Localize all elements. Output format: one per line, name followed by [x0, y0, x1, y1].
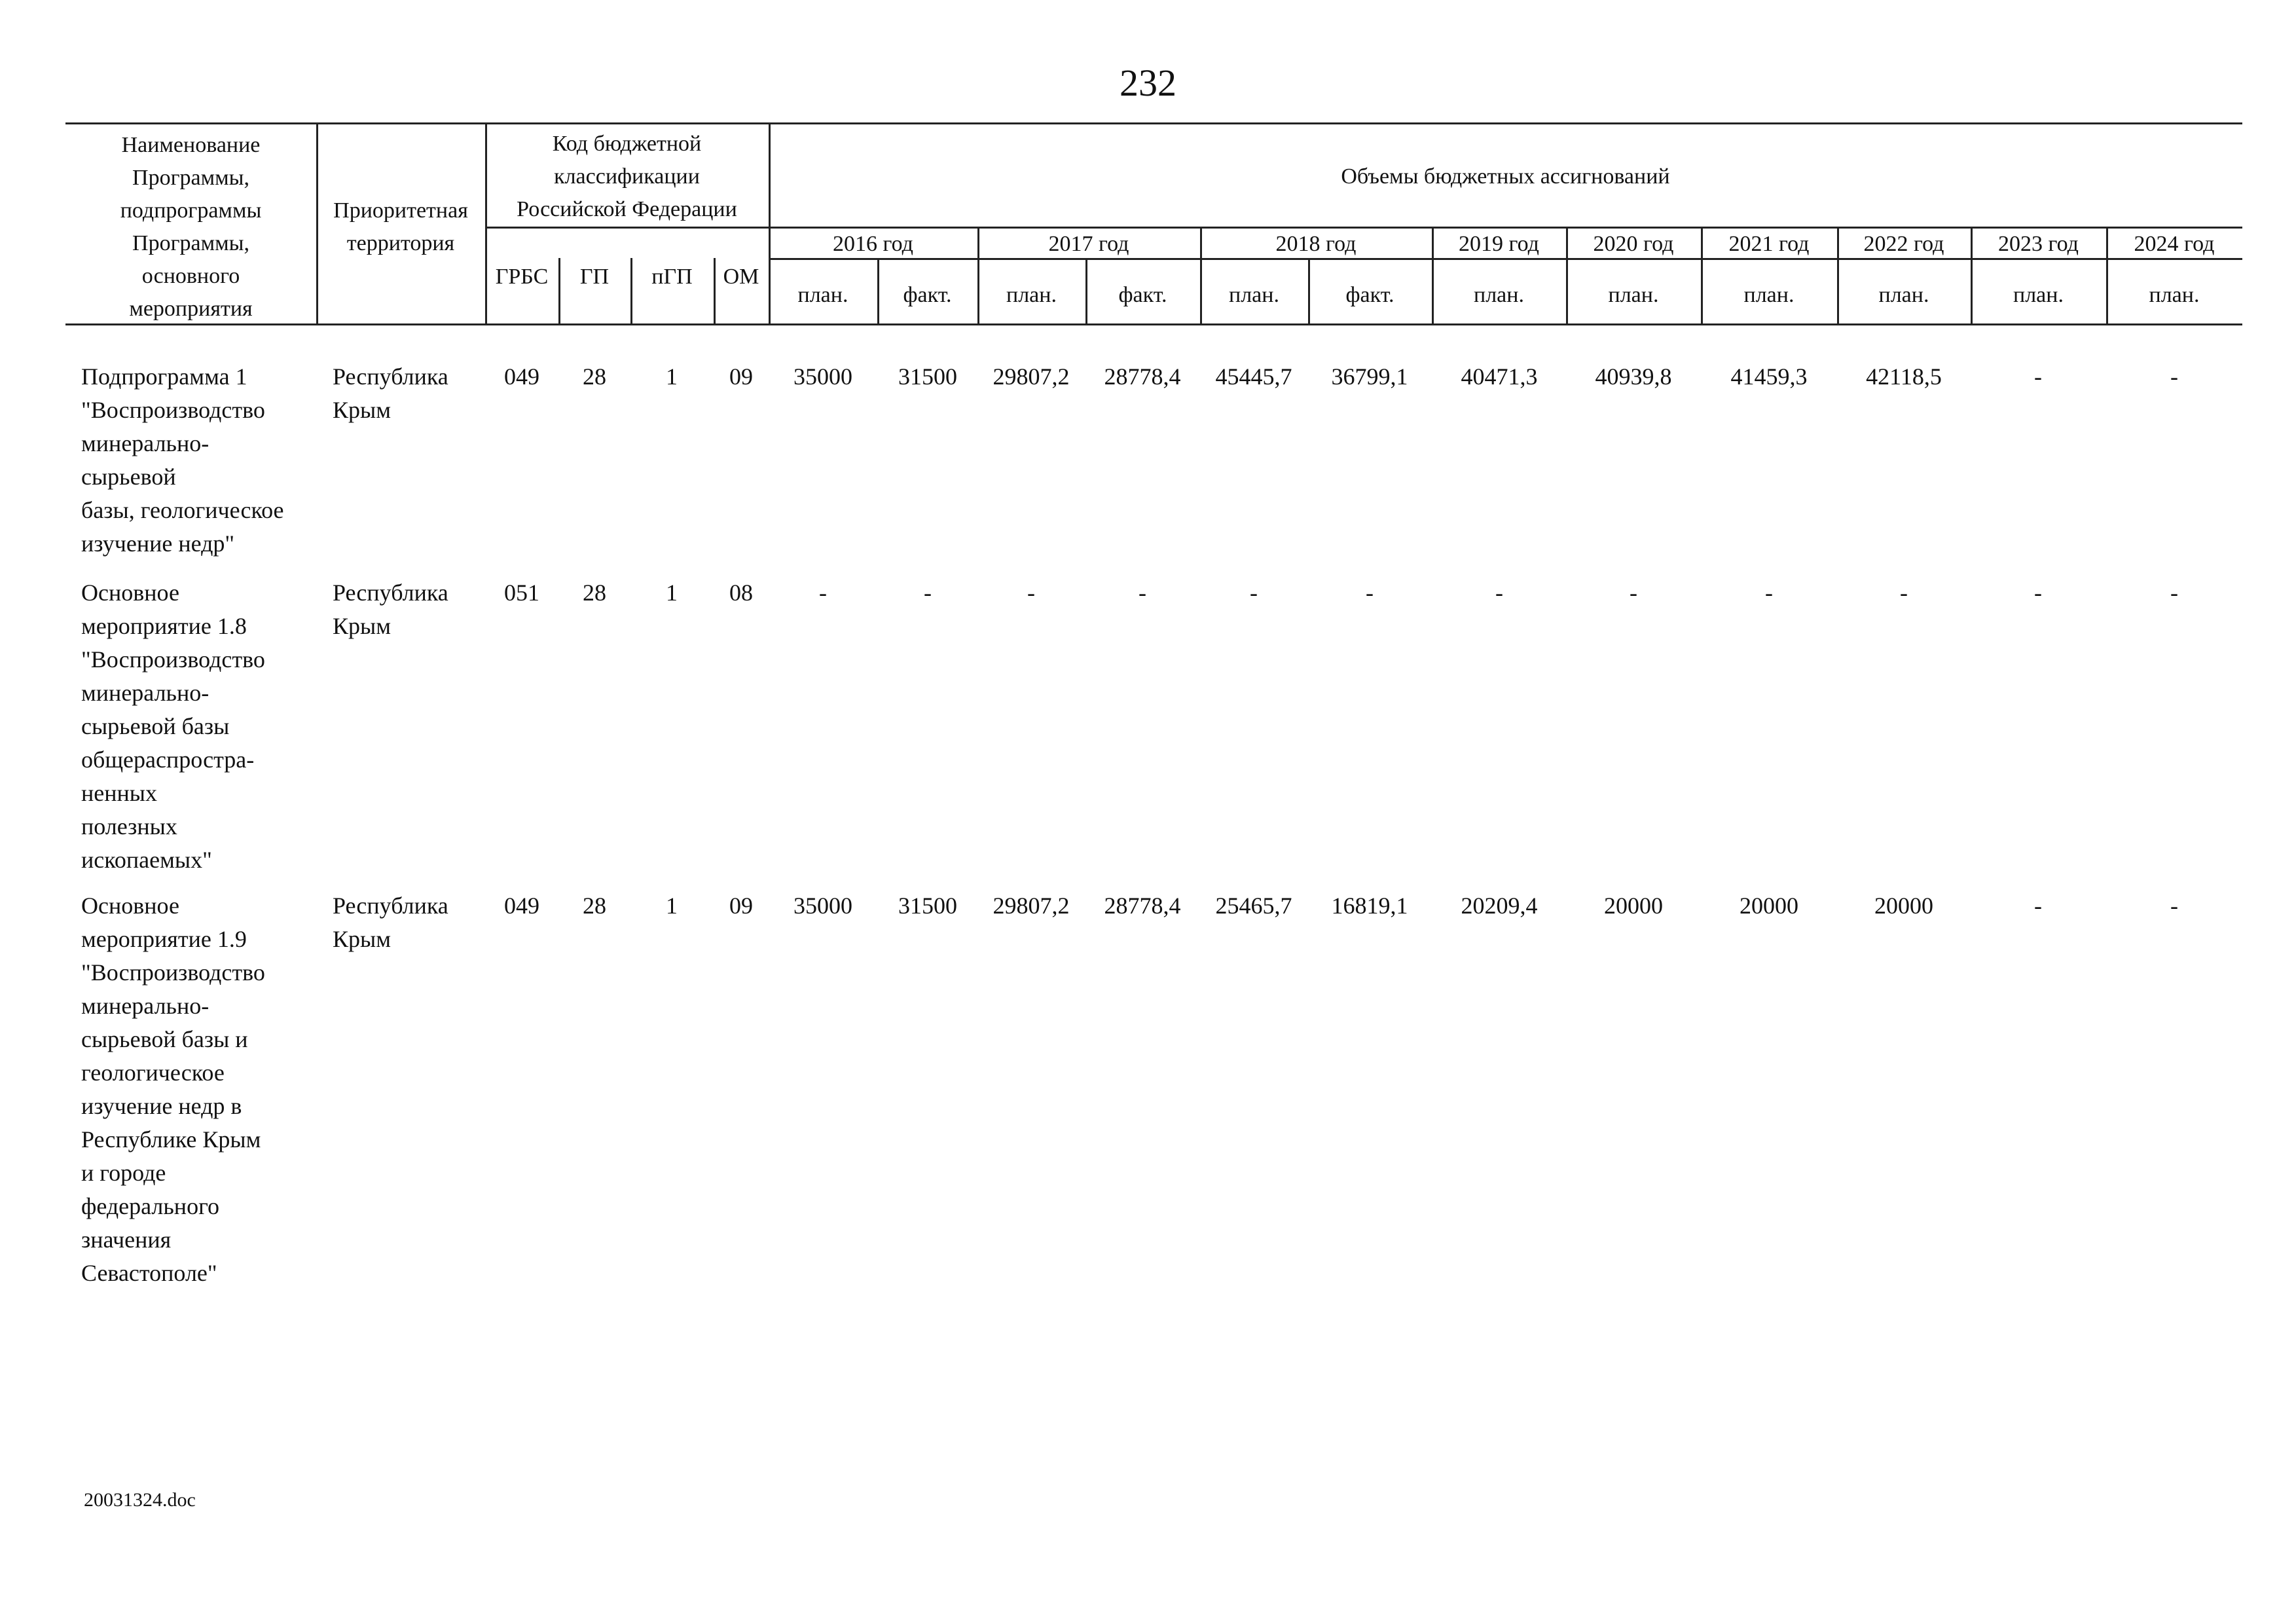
row-code: 1	[666, 580, 678, 606]
row-code: 28	[583, 580, 606, 606]
row-value: 40471,3	[1461, 363, 1538, 390]
header-plan-fact: план.	[2149, 283, 2200, 307]
header-name-column: Наименование Программы, подпрограммы Программы, основного мероприятия	[120, 133, 262, 321]
header-year: 2018 год	[1275, 232, 1357, 256]
row-value: -	[1765, 580, 1773, 606]
row-code: 28	[583, 893, 606, 919]
row-value: -	[1495, 580, 1503, 606]
row-value: -	[1139, 580, 1146, 606]
row-territory: Республика Крым	[333, 580, 448, 639]
header-plan-fact: план.	[1006, 283, 1057, 307]
row-value: 35000	[793, 893, 852, 919]
row-code: 049	[504, 363, 539, 390]
row-value: 28778,4	[1104, 363, 1181, 390]
row-value: 20209,4	[1461, 893, 1538, 919]
row-territory: Республика Крым	[333, 363, 448, 423]
table-header-bottom-rule	[65, 323, 2242, 325]
row-value: -	[924, 580, 932, 606]
row-code: 09	[729, 893, 753, 919]
row-value: -	[2170, 363, 2178, 390]
header-year: 2016 год	[833, 232, 913, 256]
header-plan-fact: план.	[1878, 283, 1929, 307]
row-code: 09	[729, 363, 753, 390]
header-budget-code: Код бюджетной классификации Российской Федерации	[517, 132, 737, 221]
header-plan-fact: план.	[1229, 283, 1279, 307]
row-value: -	[1366, 580, 1374, 606]
header-plan-fact: факт.	[1118, 283, 1167, 307]
header-plan-fact: план.	[797, 283, 848, 307]
row-value: -	[1900, 580, 1908, 606]
row-value: 31500	[898, 363, 957, 390]
row-value: -	[1250, 580, 1258, 606]
header-plan-fact: план.	[2013, 283, 2064, 307]
row-value: -	[2170, 580, 2178, 606]
row-value: -	[1027, 580, 1035, 606]
header-year: 2022 год	[1863, 232, 1944, 256]
header-year: 2021 год	[1728, 232, 1810, 256]
header-code-gp: ГП	[579, 265, 610, 289]
row-value: 42118,5	[1866, 363, 1942, 390]
header-year: 2019 год	[1459, 232, 1539, 256]
header-territory-column: Приоритетная территория	[333, 198, 468, 255]
header-year: 2023 год	[1998, 232, 2079, 256]
row-value: -	[2034, 363, 2042, 390]
row-value: -	[2034, 893, 2042, 919]
row-value: 25465,7	[1215, 893, 1292, 919]
header-plan-fact: факт.	[1345, 283, 1394, 307]
row-value: -	[1630, 580, 1637, 606]
header-code-grbs: ГРБС	[495, 265, 549, 289]
header-volumes-title: Объемы бюджетных ассигнований	[1341, 164, 1670, 189]
row-value: 28778,4	[1104, 893, 1181, 919]
footer-filename: 20031324.doc	[84, 1489, 196, 1511]
row-value: 45445,7	[1215, 363, 1292, 390]
row-value: -	[2170, 893, 2178, 919]
row-code: 051	[504, 580, 539, 606]
header-code-pgp: пГП	[651, 265, 693, 289]
row-code: 049	[504, 893, 539, 919]
header-code-om: ОМ	[723, 265, 759, 289]
table-top-rule	[65, 122, 2242, 124]
row-value: 41459,3	[1730, 363, 1808, 390]
row-value: 16819,1	[1331, 893, 1408, 919]
row-code: 1	[666, 893, 678, 919]
row-code: 28	[583, 363, 606, 390]
header-year: 2024 год	[2134, 232, 2215, 256]
row-value: -	[2034, 580, 2042, 606]
row-territory: Республика Крым	[333, 893, 448, 952]
row-code: 08	[729, 580, 753, 606]
row-name: Основное мероприятие 1.9 "Воспроизводство минерально- сырьевой базы и геологическое изучение недр в Республике Крым и городе федерального значения Севастополе"	[81, 893, 265, 1286]
header-year: 2017 год	[1048, 232, 1129, 256]
row-value: 20000	[1874, 893, 1933, 919]
header-plan-fact: факт.	[903, 283, 952, 307]
row-name: Основное мероприятие 1.8 "Воспроизводство минерально- сырьевой базы общераспростра- ненных полезных ископаемых"	[81, 580, 265, 873]
row-code: 1	[666, 363, 678, 390]
header-plan-fact: план.	[1743, 283, 1795, 307]
row-value: 35000	[793, 363, 852, 390]
header-divider	[485, 227, 769, 229]
page-number: 232	[1120, 62, 1176, 104]
row-value: 40939,8	[1595, 363, 1672, 390]
header-year: 2020 год	[1593, 232, 1674, 256]
row-value: -	[819, 580, 827, 606]
row-value: 20000	[1604, 893, 1663, 919]
row-value: 29807,2	[993, 363, 1070, 390]
header-plan-fact: план.	[1474, 283, 1524, 307]
row-value: 20000	[1740, 893, 1798, 919]
row-value: 29807,2	[993, 893, 1070, 919]
row-value: 31500	[898, 893, 957, 919]
header-plan-fact: план.	[1608, 283, 1659, 307]
row-value: 36799,1	[1331, 363, 1408, 390]
row-name: Подпрограмма 1 "Воспроизводство минерально- сырьевой базы, геологическое изучение недр"	[81, 363, 284, 557]
